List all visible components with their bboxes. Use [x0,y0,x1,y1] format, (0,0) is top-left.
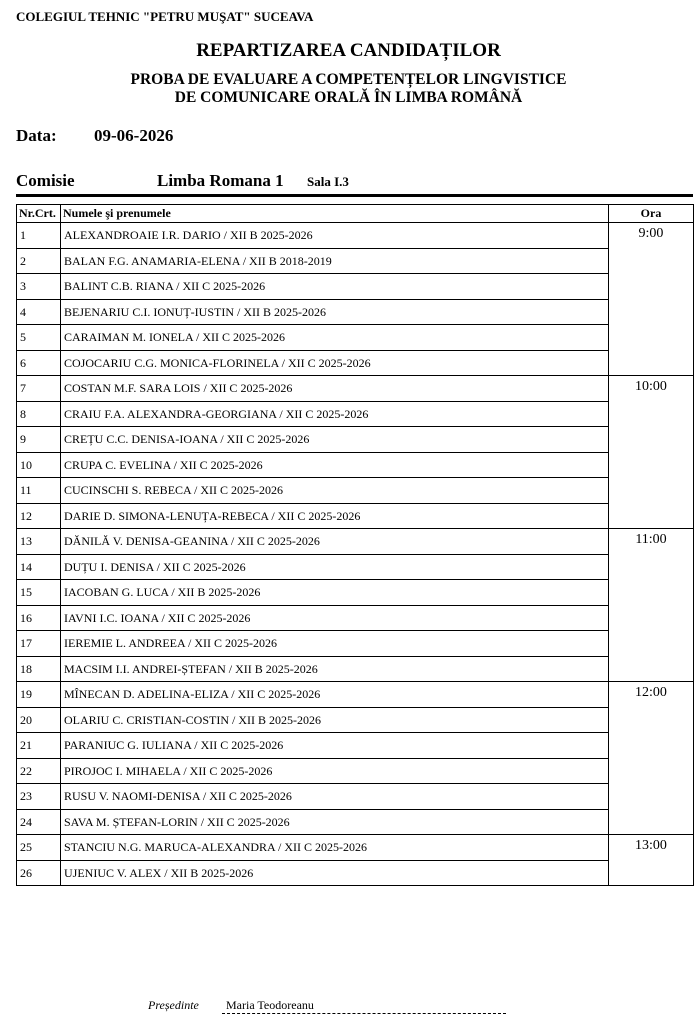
row-number: 2 [17,248,61,274]
candidates-table [16,204,694,886]
candidate-name: MACSIM I.I. ANDREI-ȘTEFAN / XII B 2025-2026 [61,656,609,682]
table-row [17,401,694,427]
table-row [17,554,694,580]
candidate-name: CUCINSCHI S. REBECA / XII C 2025-2026 [61,478,609,504]
page-title: REPARTIZAREA CANDIDAȚILOR [196,40,501,61]
comisie-label: Comisie [16,171,75,190]
table-row [17,452,694,478]
table-row [17,248,694,274]
candidate-name: PIROJOC I. MIHAELA / XII C 2025-2026 [61,758,609,784]
president-label: Președinte [148,998,199,1012]
row-number: 5 [17,325,61,351]
row-number: 13 [17,529,61,555]
row-number: 15 [17,580,61,606]
comisie-value: Limba Romana 1 [157,171,284,190]
candidate-name: BALAN F.G. ANAMARIA-ELENA / XII B 2018-2019 [61,248,609,274]
candidate-name: OLARIU C. CRISTIAN-COSTIN / XII B 2025-2026 [61,707,609,733]
row-number: 20 [17,707,61,733]
candidate-name: COSTAN M.F. SARA LOIS / XII C 2025-2026 [61,376,609,402]
president-name: Maria Teodoreanu [226,998,314,1012]
candidate-name: CARAIMAN M. IONELA / XII C 2025-2026 [61,325,609,351]
table-row [17,784,694,810]
table-row [17,478,694,504]
table-row [17,376,694,402]
room-label: Sala I.3 [307,174,349,189]
table-body [17,223,694,886]
row-number: 17 [17,631,61,657]
signature-line [222,1013,506,1014]
table-row [17,835,694,861]
table-row [17,274,694,300]
candidate-name: IAVNI I.C. IOANA / XII C 2025-2026 [61,605,609,631]
row-number: 11 [17,478,61,504]
column-header-name: Numele şi prenumele [61,205,609,223]
table-row [17,350,694,376]
row-number: 6 [17,350,61,376]
candidate-name: DARIE D. SIMONA-LENUȚA-REBECA / XII C 2025-2026 [61,503,609,529]
school-name: COLEGIUL TEHNIC "PETRU MUŞAT" SUCEAVA [16,9,314,24]
row-number: 9 [17,427,61,453]
table-row [17,758,694,784]
table-row [17,427,694,453]
row-number: 23 [17,784,61,810]
row-number: 12 [17,503,61,529]
row-number: 18 [17,656,61,682]
table-row [17,503,694,529]
candidate-name: DUȚU I. DENISA / XII C 2025-2026 [61,554,609,580]
row-number: 25 [17,835,61,861]
row-number: 19 [17,682,61,708]
table-row [17,580,694,606]
candidate-name: IEREMIE L. ANDREEA / XII C 2025-2026 [61,631,609,657]
row-number: 24 [17,809,61,835]
table-row [17,299,694,325]
candidate-name: COJOCARIU C.G. MONICA-FLORINELA / XII C 2025-2026 [61,350,609,376]
table-row [17,631,694,657]
candidate-name: ALEXANDROAIE I.R. DARIO / XII B 2025-2026 [61,223,609,249]
row-number: 14 [17,554,61,580]
subtitle-line-1: PROBA DE EVALUARE A COMPETENȚELOR LINGVISTICE [130,71,567,88]
table-row [17,223,694,249]
table-row [17,860,694,886]
table-row [17,707,694,733]
subtitle-line-2: DE COMUNICARE ORALĂ ÎN LIMBA ROMÂNĂ [174,89,523,106]
row-number: 7 [17,376,61,402]
candidate-name: CRAIU F.A. ALEXANDRA-GEORGIANA / XII C 2025-2026 [61,401,609,427]
date-value: 09-06-2026 [94,126,174,145]
table-row [17,325,694,351]
candidate-name: SAVA M. ȘTEFAN-LORIN / XII C 2025-2026 [61,809,609,835]
row-number: 8 [17,401,61,427]
row-number: 10 [17,452,61,478]
time-slot: 9:00 [609,223,694,376]
table-row [17,656,694,682]
candidate-name: CREȚU C.C. DENISA-IOANA / XII C 2025-2026 [61,427,609,453]
candidate-name: MÎNECAN D. ADELINA-ELIZA / XII C 2025-2026 [61,682,609,708]
row-number: 16 [17,605,61,631]
candidate-name: STANCIU N.G. MARUCA-ALEXANDRA / XII C 2025-2026 [61,835,609,861]
row-number: 4 [17,299,61,325]
table-row [17,682,694,708]
header-divider [16,194,693,197]
time-slot: 11:00 [609,529,694,682]
time-slot: 13:00 [609,835,694,886]
row-number: 1 [17,223,61,249]
table-row [17,733,694,759]
time-slot: 10:00 [609,376,694,529]
date-label: Data: [16,126,57,145]
candidate-name: UJENIUC V. ALEX / XII B 2025-2026 [61,860,609,886]
row-number: 21 [17,733,61,759]
column-header-nr: Nr.Crt. [17,205,61,223]
page-subtitle [0,71,697,107]
row-number: 26 [17,860,61,886]
column-header-time: Ora [609,205,694,223]
candidate-name: CRUPA C. EVELINA / XII C 2025-2026 [61,452,609,478]
row-number: 3 [17,274,61,300]
table-row [17,809,694,835]
table-row [17,529,694,555]
candidate-name: PARANIUC G. IULIANA / XII C 2025-2026 [61,733,609,759]
table-header-row [17,205,694,223]
candidate-name: RUSU V. NAOMI-DENISA / XII C 2025-2026 [61,784,609,810]
time-slot: 12:00 [609,682,694,835]
candidate-name: IACOBAN G. LUCA / XII B 2025-2026 [61,580,609,606]
candidate-name: BALINT C.B. RIANA / XII C 2025-2026 [61,274,609,300]
table-row [17,605,694,631]
row-number: 22 [17,758,61,784]
candidate-name: DĂNILĂ V. DENISA-GEANINA / XII C 2025-2026 [61,529,609,555]
candidate-name: BEJENARIU C.I. IONUȚ-IUSTIN / XII B 2025-2026 [61,299,609,325]
